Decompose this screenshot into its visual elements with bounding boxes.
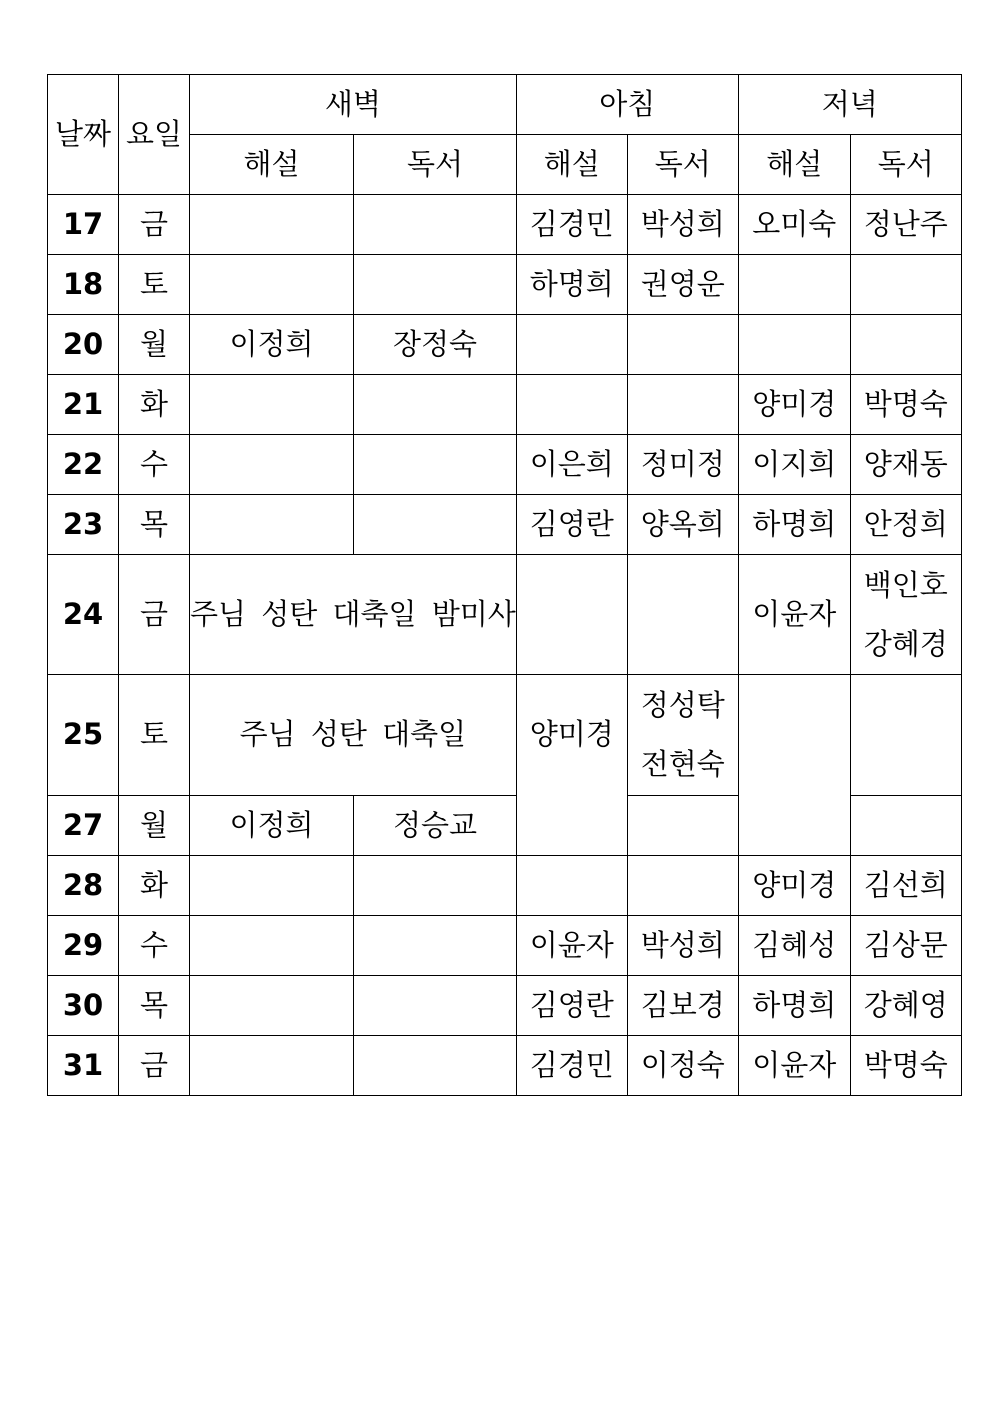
evening-commentary-cell: 하명희 (738, 495, 850, 555)
morning-reading-cell (627, 375, 738, 435)
morning-commentary-cell (516, 315, 627, 375)
row-date: 17 (48, 195, 119, 255)
table-row (48, 1036, 962, 1096)
evening-commentary-cell: 이지희 (738, 435, 850, 495)
row-day: 수 (119, 916, 190, 976)
header-evening: 저녁 (738, 75, 961, 135)
evening-reading-cell (850, 675, 961, 796)
morning-commentator: 양미경 (529, 717, 614, 751)
evening-reading-cell: 정난주 (850, 195, 961, 255)
morning-reading-cell (627, 856, 738, 916)
table-row (48, 195, 962, 255)
morning-reading-cell: 박성희 (627, 916, 738, 976)
dawn-commentary-cell: 이정희 (190, 795, 354, 855)
dawn-reading-cell (354, 195, 517, 255)
dawn-reading-cell: 정승교 (354, 795, 517, 855)
morning-commentary-cell (516, 555, 627, 675)
table-row (48, 856, 962, 916)
row-day: 수 (119, 435, 190, 495)
dawn-commentary-cell (190, 255, 354, 315)
row-date: 31 (48, 1036, 119, 1096)
morning-commentary-cell (516, 675, 627, 856)
dawn-commentary-cell (190, 856, 354, 916)
morning-commentary-cell: 김경민 (516, 1036, 627, 1096)
morning-commentary-cell (516, 856, 627, 916)
dawn-reading-cell (354, 916, 517, 976)
row-day: 월 (119, 795, 190, 855)
dawn-commentary-cell: 이정희 (190, 315, 354, 375)
morning-reading-cell (627, 675, 738, 796)
dawn-reading-cell (354, 1036, 517, 1096)
morning-commentary-cell: 이은희 (516, 435, 627, 495)
dawn-reading-cell (354, 495, 517, 555)
dawn-commentary-cell (190, 375, 354, 435)
dawn-reading-cell (354, 856, 517, 916)
dawn-commentary-cell (190, 976, 354, 1036)
row-date: 22 (48, 435, 119, 495)
evening-reading-cell: 김선희 (850, 856, 961, 916)
row-day: 금 (119, 195, 190, 255)
morning-reading-cell: 정미정 (627, 435, 738, 495)
header-dawn-reading: 독서 (354, 135, 517, 195)
evening-commentary-cell: 양미경 (738, 856, 850, 916)
table-row (48, 675, 962, 796)
evening-reading-cell: 박명숙 (850, 375, 961, 435)
row-day: 화 (119, 375, 190, 435)
morning-reader-1: 정성탁 (640, 687, 725, 722)
table-row (48, 495, 962, 555)
row-day: 금 (119, 1036, 190, 1096)
header-morning: 아침 (516, 75, 738, 135)
row-day: 토 (119, 675, 190, 796)
evening-commentary-cell (738, 315, 850, 375)
morning-commentary-cell: 김영란 (516, 976, 627, 1036)
evening-commentary-cell: 김혜성 (738, 916, 850, 976)
evening-reading-cell (850, 555, 961, 675)
row-day: 화 (119, 856, 190, 916)
row-date: 27 (48, 795, 119, 855)
dawn-commentary-cell (190, 195, 354, 255)
evening-reading-cell: 안정희 (850, 495, 961, 555)
header-morning-commentary: 해설 (516, 135, 627, 195)
dawn-reading-cell (354, 375, 517, 435)
table-row (48, 375, 962, 435)
row-date: 28 (48, 856, 119, 916)
evening-commentary-cell: 이윤자 (738, 555, 850, 675)
header-evening-reading: 독서 (850, 135, 961, 195)
morning-reading-cell (627, 795, 738, 855)
header-morning-reading: 독서 (627, 135, 738, 195)
row-date: 25 (48, 675, 119, 796)
table-row (48, 435, 962, 495)
evening-commentary-cell: 양미경 (738, 375, 850, 435)
morning-commentary-cell (516, 375, 627, 435)
header-dawn: 새벽 (190, 75, 517, 135)
dawn-reading-cell (354, 976, 517, 1036)
row-date: 24 (48, 555, 119, 675)
event-note: 주님 성탄 대축일 (190, 675, 517, 796)
evening-reading-cell (850, 315, 961, 375)
row-date: 18 (48, 255, 119, 315)
table-row (48, 555, 962, 675)
dawn-reading-cell (354, 435, 517, 495)
evening-reading-cell: 김상문 (850, 916, 961, 976)
evening-commentary-cell: 하명희 (738, 976, 850, 1036)
row-date: 30 (48, 976, 119, 1036)
evening-commentary-cell (738, 255, 850, 315)
header-dawn-commentary: 해설 (190, 135, 354, 195)
table-row (48, 255, 962, 315)
evening-reader-1: 백인호 (863, 567, 948, 602)
row-day: 금 (119, 555, 190, 675)
dawn-commentary-cell (190, 916, 354, 976)
row-day: 목 (119, 976, 190, 1036)
row-date: 21 (48, 375, 119, 435)
dawn-reading-cell (354, 255, 517, 315)
morning-reading-cell (627, 315, 738, 375)
table-row (48, 916, 962, 976)
event-note: 주님 성탄 대축일 밤미사 (190, 555, 517, 675)
row-date: 29 (48, 916, 119, 976)
evening-commentary-cell (738, 675, 850, 856)
dawn-commentary-cell (190, 435, 354, 495)
evening-reading-cell: 박명숙 (850, 1036, 961, 1096)
schedule-table (47, 74, 962, 1096)
morning-reading-cell: 양옥희 (627, 495, 738, 555)
table-row (48, 976, 962, 1036)
evening-reading-cell: 강혜영 (850, 976, 961, 1036)
morning-commentary-cell: 김경민 (516, 195, 627, 255)
dawn-commentary-cell (190, 1036, 354, 1096)
morning-reading-cell (627, 555, 738, 675)
header-day: 요일 (119, 75, 190, 195)
dawn-reading-cell: 장정숙 (354, 315, 517, 375)
row-day: 월 (119, 315, 190, 375)
row-date: 20 (48, 315, 119, 375)
evening-reading-cell (850, 255, 961, 315)
evening-reading-cell (850, 795, 961, 855)
row-day: 토 (119, 255, 190, 315)
morning-commentary-cell: 이윤자 (516, 916, 627, 976)
table-row (48, 315, 962, 375)
evening-commentary-cell: 오미숙 (738, 195, 850, 255)
header-evening-commentary: 해설 (738, 135, 850, 195)
row-date: 23 (48, 495, 119, 555)
morning-reader-2: 전현숙 (640, 746, 725, 781)
header-date: 날짜 (48, 75, 119, 195)
morning-commentary-cell: 김영란 (516, 495, 627, 555)
morning-reading-cell: 이정숙 (627, 1036, 738, 1096)
morning-commentary-cell: 하명희 (516, 255, 627, 315)
evening-reading-cell: 양재동 (850, 435, 961, 495)
evening-reader-2: 강혜경 (863, 626, 948, 661)
dawn-commentary-cell (190, 495, 354, 555)
evening-commentary-cell: 이윤자 (738, 1036, 850, 1096)
row-day: 목 (119, 495, 190, 555)
morning-reading-cell: 박성희 (627, 195, 738, 255)
morning-reading-cell: 김보경 (627, 976, 738, 1036)
morning-reading-cell: 권영운 (627, 255, 738, 315)
